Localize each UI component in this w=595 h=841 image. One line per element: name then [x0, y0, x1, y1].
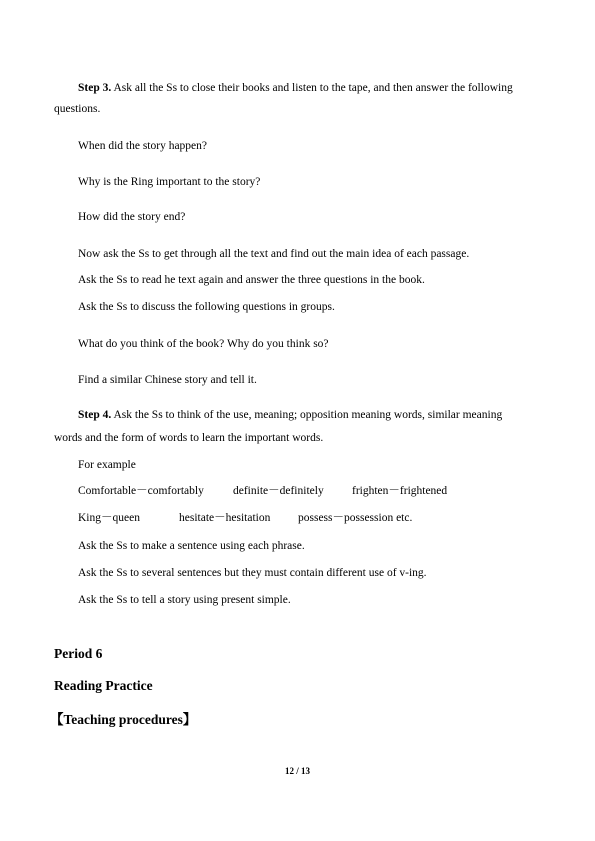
step3-text: Ask all the Ss to close their books and listen to the tape, and then answer the following — [111, 82, 513, 94]
question-2: Why is the Ring important to the story? — [78, 176, 261, 188]
task-3: Ask the Ss to tell a story using present simple. — [78, 594, 291, 606]
example-label: For example — [78, 459, 136, 471]
word-pair: Comfortable－comfortably — [78, 485, 204, 497]
step4-paragraph — [78, 408, 502, 422]
step4-continuation: words and the form of words to learn the important words. — [54, 432, 324, 444]
instruction-3: Ask the Ss to discuss the following questions in groups. — [78, 301, 335, 313]
word-pairs-row-2 — [78, 511, 498, 525]
step3-label: Step 3. — [78, 82, 112, 94]
step4-label: Step 4. — [78, 409, 112, 421]
question-3: How did the story end? — [78, 211, 186, 223]
instruction-1: Now ask the Ss to get through all the text and find out the main idea of each passage. — [78, 248, 470, 260]
word-pair: hesitate－hesitation — [179, 512, 271, 524]
step3-paragraph — [78, 81, 513, 95]
task-2: Ask the Ss to several sentences but they must contain different use of v-ing. — [78, 567, 427, 579]
procedures-title: 【Teaching procedures】 — [50, 712, 197, 727]
task-1: Ask the Ss to make a sentence using each phrase. — [78, 540, 305, 552]
period-title: Period 6 — [54, 646, 103, 661]
instruction-2: Ask the Ss to read he text again and answer the three questions in the book. — [78, 274, 425, 286]
word-pair: King－queen — [78, 512, 140, 524]
page-number: 12 / 13 — [284, 766, 310, 776]
word-pair: frighten－frightened — [352, 485, 448, 497]
section-title: Reading Practice — [54, 678, 153, 693]
word-pair: definite－definitely — [233, 485, 324, 497]
step3-continuation: questions. — [54, 103, 101, 115]
step4-text: Ask the Ss to think of the use, meaning; opposition meaning words, similar meaning — [111, 409, 503, 421]
discussion-2: Find a similar Chinese story and tell it. — [78, 374, 257, 386]
question-1: When did the story happen? — [78, 140, 208, 152]
word-pairs-row-1 — [78, 484, 498, 498]
discussion-1: What do you think of the book? Why do you think so? — [78, 338, 329, 350]
word-pair: possess－possession etc. — [298, 512, 413, 524]
